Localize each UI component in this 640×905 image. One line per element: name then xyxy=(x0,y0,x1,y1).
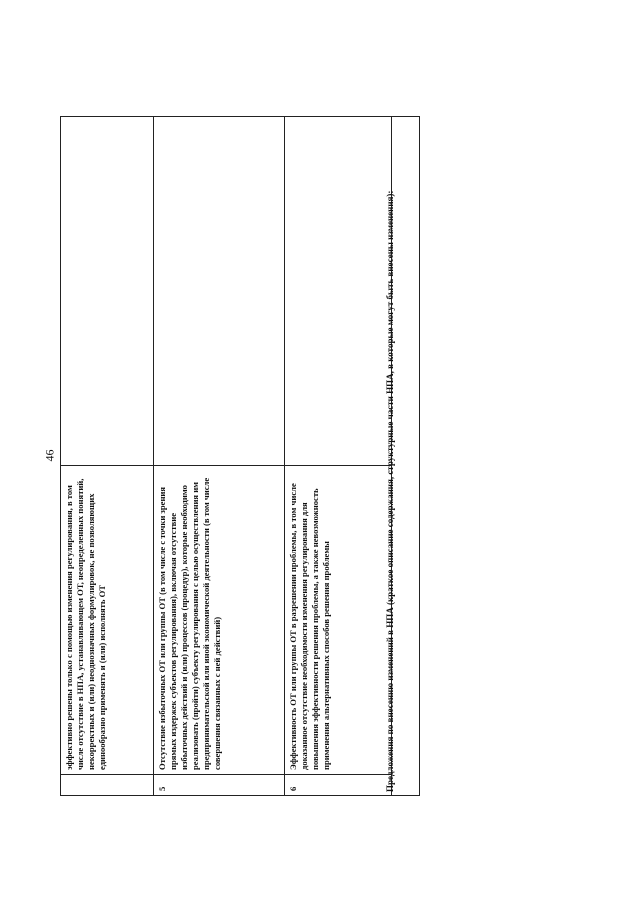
landscape-content xyxy=(60,116,420,796)
table-row xyxy=(61,117,154,796)
row-extra xyxy=(154,117,285,466)
row-text: Эффективность ОТ или группы ОТ в разрешении проблемы, в том числе доказанное отсутствие необходимости изменения регулирования для повышения эффективности решения проблемы, а также невозможность применения альтернативных способов решения проблемы xyxy=(285,466,392,775)
table-row xyxy=(154,117,285,796)
table-row xyxy=(285,117,392,796)
row-extra xyxy=(61,117,154,466)
row-text: эффективно решены только с помощью изменения регулирования, в том числе отсутствие в НПА, устанавливающем ОТ, неопределенных понятий, некорректных и (или) неоднозначных формулировок, не позволяющих единообразно применять и (или) исполнять ОТ xyxy=(61,466,154,775)
row-number: 6 xyxy=(285,775,392,796)
row-extra xyxy=(285,117,392,466)
requirements-table xyxy=(60,116,392,796)
row-text: Отсутствие избыточных ОТ или группы ОТ (в том числе с точки зрения прямых издержек субъектов регулирования), включая отсутствие избыточных действий и (или) процессов (процедур), которые необходимо реализовать (пройти) субъекту регулирования с целью осуществления им предпринимательской или иной экономической деятельности (в том числе совершения связанных с ней действий) xyxy=(154,466,285,775)
page-number: 46 xyxy=(42,449,57,462)
row-number xyxy=(61,775,154,796)
proposal-text: Предложения по внесению изменений в НПА (краткое описание содержания, структурные части НПА, в которые могут быть внесены изменения): xyxy=(385,190,395,792)
row-number: 5 xyxy=(154,775,285,796)
